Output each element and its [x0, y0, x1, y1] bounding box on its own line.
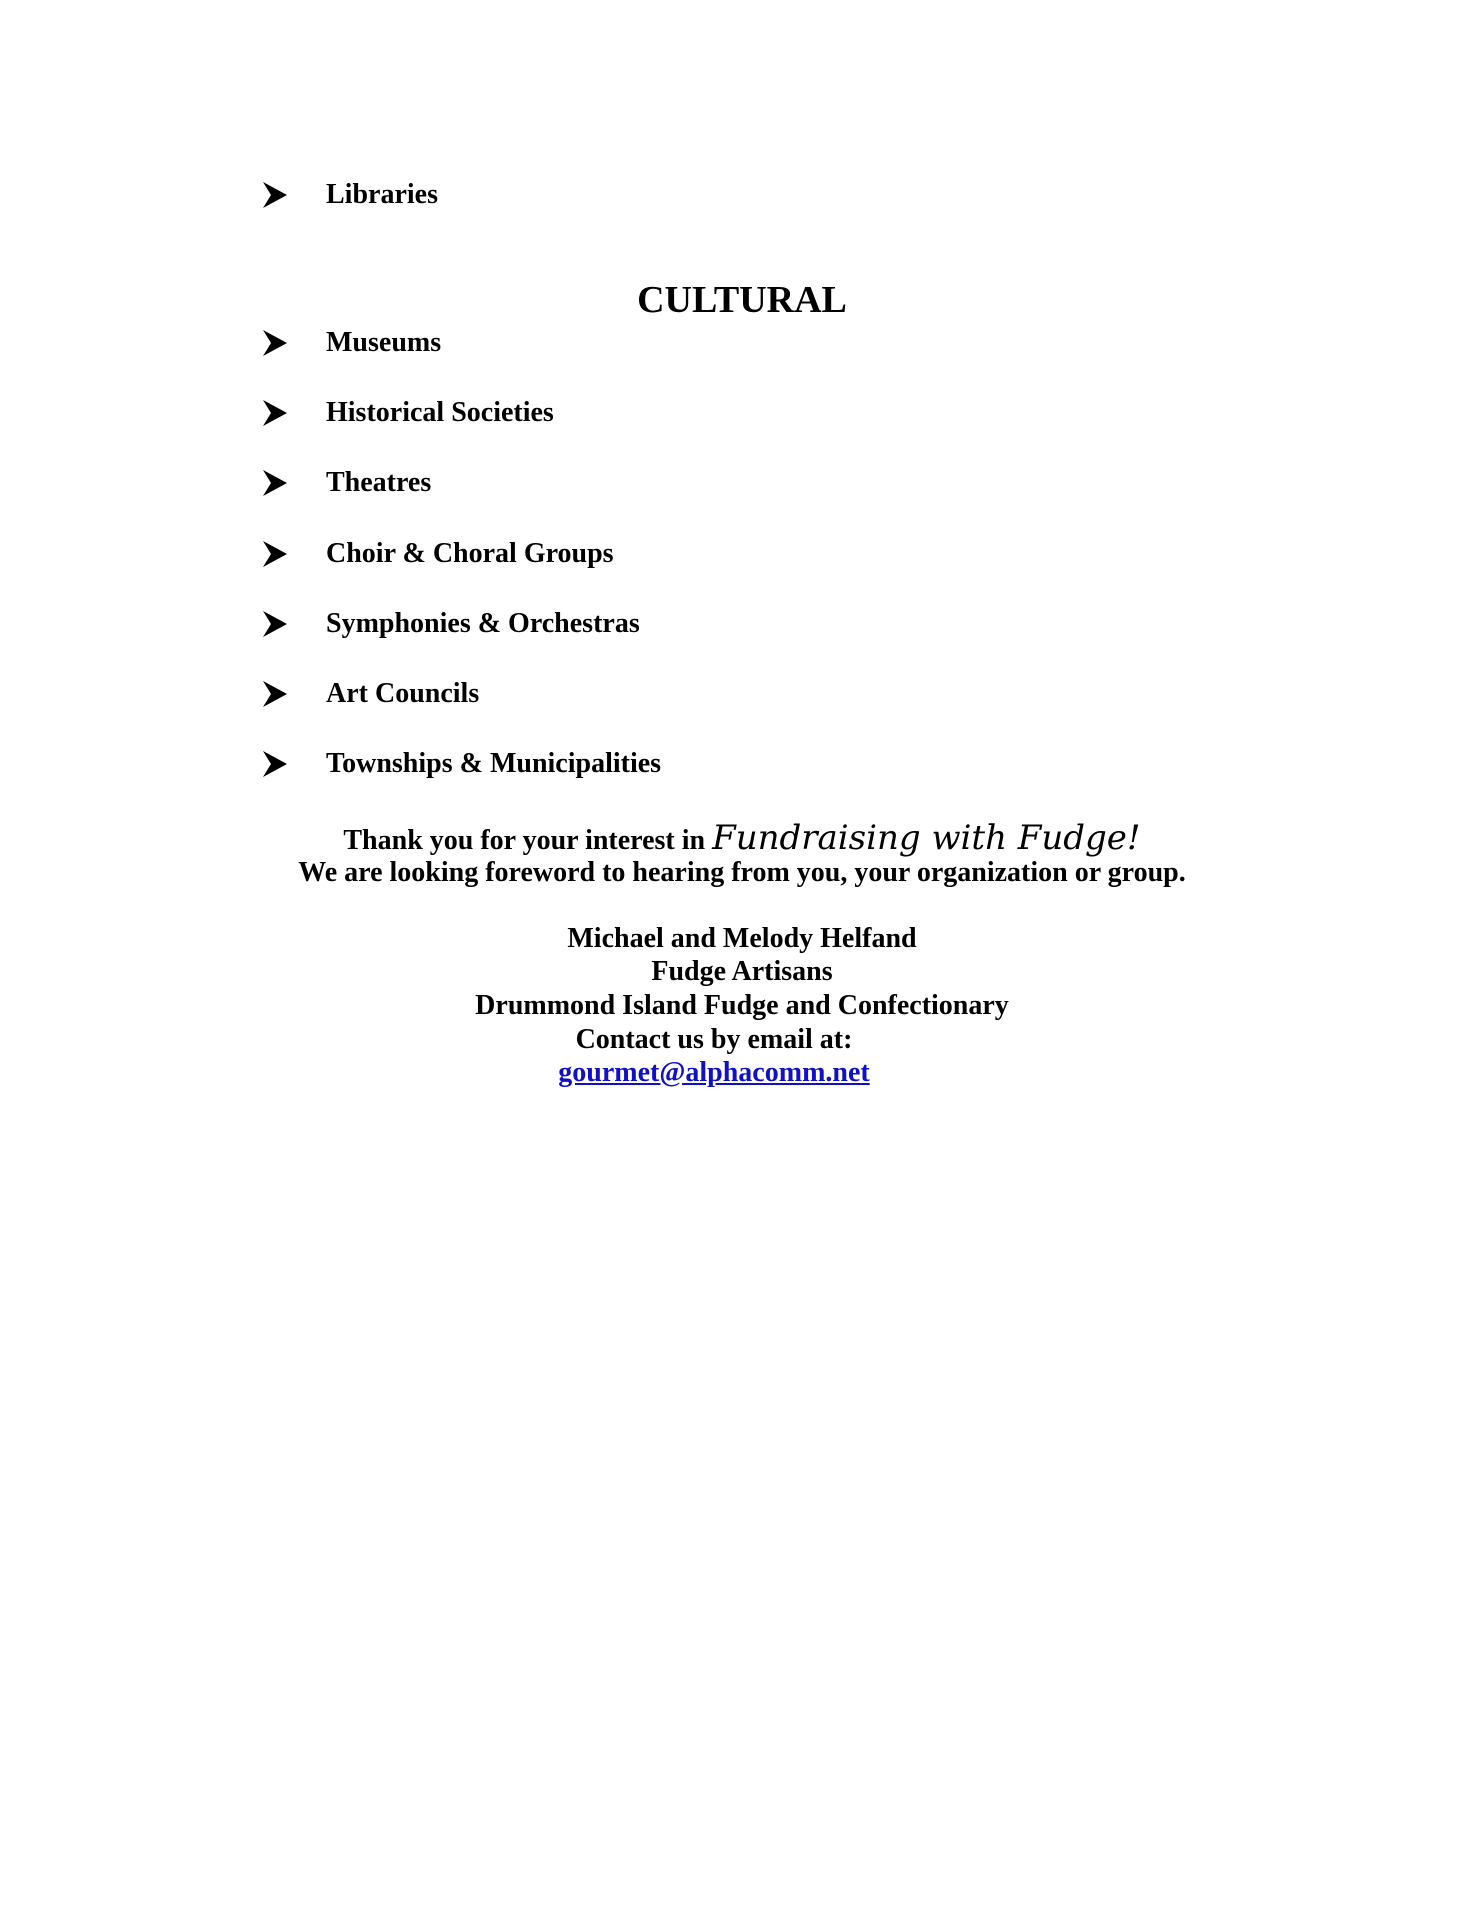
section-heading-cultural: CULTURAL: [637, 279, 847, 321]
list-item-theatres: [262, 463, 432, 503]
list-item-label: Libraries: [326, 179, 438, 210]
arrow-bullet-icon: [262, 181, 288, 209]
list-item-libraries: [262, 175, 438, 215]
list-item-townships-municipalities: [262, 744, 662, 784]
list-item-label: Choir & Choral Groups: [326, 538, 614, 569]
arrow-bullet-icon: [262, 469, 288, 497]
looking-forward-line: We are looking foreword to hearing from you, your organization or group.: [298, 857, 1186, 888]
arrow-bullet-icon: [262, 540, 288, 568]
list-item-label: Historical Societies: [326, 397, 554, 428]
list-item-choir-choral-groups: [262, 534, 614, 574]
list-item-label: Art Councils: [326, 678, 480, 709]
contact-role: Fudge Artisans: [651, 956, 833, 987]
list-item-symphonies-orchestras: [262, 604, 640, 644]
brand-name: Fundraising with Fudge!: [712, 818, 1141, 858]
list-item-label: Theatres: [326, 467, 432, 498]
arrow-bullet-icon: [262, 329, 288, 357]
thank-you-text: Thank you for your interest in: [343, 825, 706, 856]
list-item-label: Museums: [326, 327, 442, 358]
arrow-bullet-icon: [262, 399, 288, 427]
email-link[interactable]: gourmet@alphacomm.net: [558, 1057, 870, 1088]
arrow-bullet-icon: [262, 610, 288, 638]
arrow-bullet-icon: [262, 680, 288, 708]
list-item-label: Symphonies & Orchestras: [326, 608, 640, 639]
list-item-historical-societies: [262, 393, 554, 433]
list-item-label: Townships & Municipalities: [326, 748, 662, 779]
arrow-bullet-icon: [262, 750, 288, 778]
contact-names: Michael and Melody Helfand: [567, 923, 917, 954]
email-line: [0, 1057, 1456, 1089]
list-item-museums: [262, 323, 442, 363]
contact-prompt: Contact us by email at:: [575, 1024, 853, 1055]
company-name: Drummond Island Fudge and Confectionary: [475, 990, 1009, 1021]
list-item-art-councils: [262, 674, 480, 714]
thank-you-line: [0, 818, 1484, 858]
